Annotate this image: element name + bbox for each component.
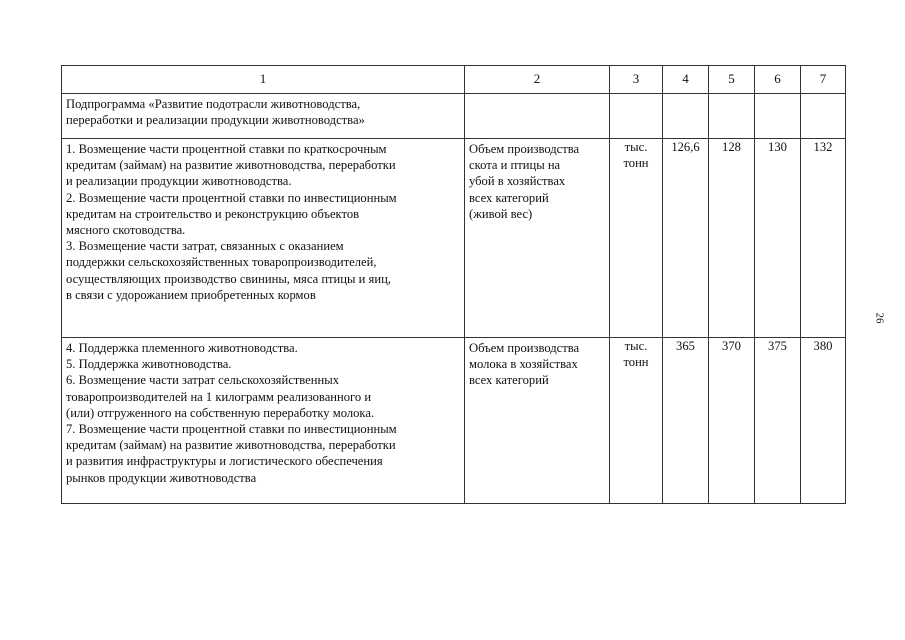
header-cell: 2 — [465, 66, 610, 94]
measure-line: поддержки сельскохозяйственных товаропроизводителей, — [66, 255, 377, 270]
data-table — [61, 65, 846, 504]
unit-line: тыс. — [624, 339, 648, 353]
indicator-line: Объем производства — [469, 341, 580, 355]
measure-line: 1. Возмещение части процентной ставки по краткосрочным — [66, 142, 387, 156]
subprogram-title-cell — [62, 94, 465, 139]
measure-line: мясного скотоводства. — [66, 223, 186, 238]
indicator-cell — [465, 338, 610, 504]
indicator-line: убой в хозяйствах — [469, 174, 566, 189]
empty-cell — [663, 94, 709, 139]
value-cell: 365 — [663, 338, 709, 504]
unit-line: тыс. — [624, 140, 648, 154]
subprogram-row — [62, 94, 846, 139]
indicator-line: скота и птицы на — [469, 158, 561, 173]
value-cell: 132 — [801, 139, 846, 338]
value-cell: 126,6 — [663, 139, 709, 338]
measure-line: рынков продукции животноводства — [66, 470, 257, 485]
empty-cell — [755, 94, 801, 139]
header-cell: 4 — [663, 66, 709, 94]
measure-line: товаропроизводителей на 1 килограмм реализованного и — [66, 389, 372, 404]
measure-line: 6. Возмещение части затрат сельскохозяйственных — [66, 373, 339, 388]
unit-line: тонн — [623, 355, 649, 370]
measure-line: и реализации продукции животноводства. — [66, 174, 292, 189]
measure-line: (или) отгруженного на собственную переработку молока. — [66, 405, 375, 420]
header-cell: 3 — [610, 66, 663, 94]
measures-cell — [62, 338, 465, 504]
measure-line: кредитам на строительство и реконструкцию объектов — [66, 206, 360, 221]
indicator-line: Объем производства — [469, 142, 580, 156]
value-cell: 375 — [755, 338, 801, 504]
measure-line: осуществляющих производство свинины, мяса птицы и яиц, — [66, 271, 391, 286]
measure-line: 3. Возмещение части затрат, связанных с оказанием — [66, 239, 344, 254]
unit-cell — [610, 139, 663, 338]
indicator-line: всех категорий — [469, 190, 549, 205]
header-cell: 7 — [801, 66, 846, 94]
unit-cell — [610, 338, 663, 504]
indicator-line: молока в хозяйствах — [469, 357, 578, 372]
value-cell: 130 — [755, 139, 801, 338]
indicator-cell — [465, 139, 610, 338]
header-cell: 5 — [709, 66, 755, 94]
subprogram-title-line: переработки и реализации продукции животноводства» — [66, 113, 365, 128]
empty-cell — [465, 94, 610, 139]
indicator-line: (живой вес) — [469, 206, 533, 221]
subprogram-title-line: Подпрограмма «Развитие подотрасли животноводства, — [66, 97, 361, 111]
unit-line: тонн — [623, 156, 649, 171]
measure-line: и развития инфраструктуры и логистического обеспечения — [66, 454, 383, 469]
table-row — [62, 139, 846, 338]
empty-cell — [709, 94, 755, 139]
table-row — [62, 338, 846, 504]
measure-line: кредитам (займам) на развитие животноводства, переработки — [66, 158, 396, 173]
measure-line: 2. Возмещение части процентной ставки по инвестиционным — [66, 190, 397, 205]
value-cell: 370 — [709, 338, 755, 504]
indicator-line: всех категорий — [469, 373, 549, 388]
measure-line: кредитам (займам) на развитие животноводства, переработки — [66, 438, 396, 453]
measure-line: 4. Поддержка племенного животноводства. — [66, 341, 298, 355]
measure-line: 5. Поддержка животноводства. — [66, 357, 232, 372]
value-cell: 128 — [709, 139, 755, 338]
measure-line: в связи с удорожанием приобретенных кормов — [66, 287, 316, 302]
measure-line: 7. Возмещение части процентной ставки по инвестиционным — [66, 422, 397, 437]
measures-cell — [62, 139, 465, 338]
value-cell: 380 — [801, 338, 846, 504]
empty-cell — [801, 94, 846, 139]
page-number: 26 — [873, 312, 886, 324]
empty-cell — [610, 94, 663, 139]
header-cell: 1 — [62, 66, 465, 94]
header-row — [62, 66, 846, 94]
header-cell: 6 — [755, 66, 801, 94]
